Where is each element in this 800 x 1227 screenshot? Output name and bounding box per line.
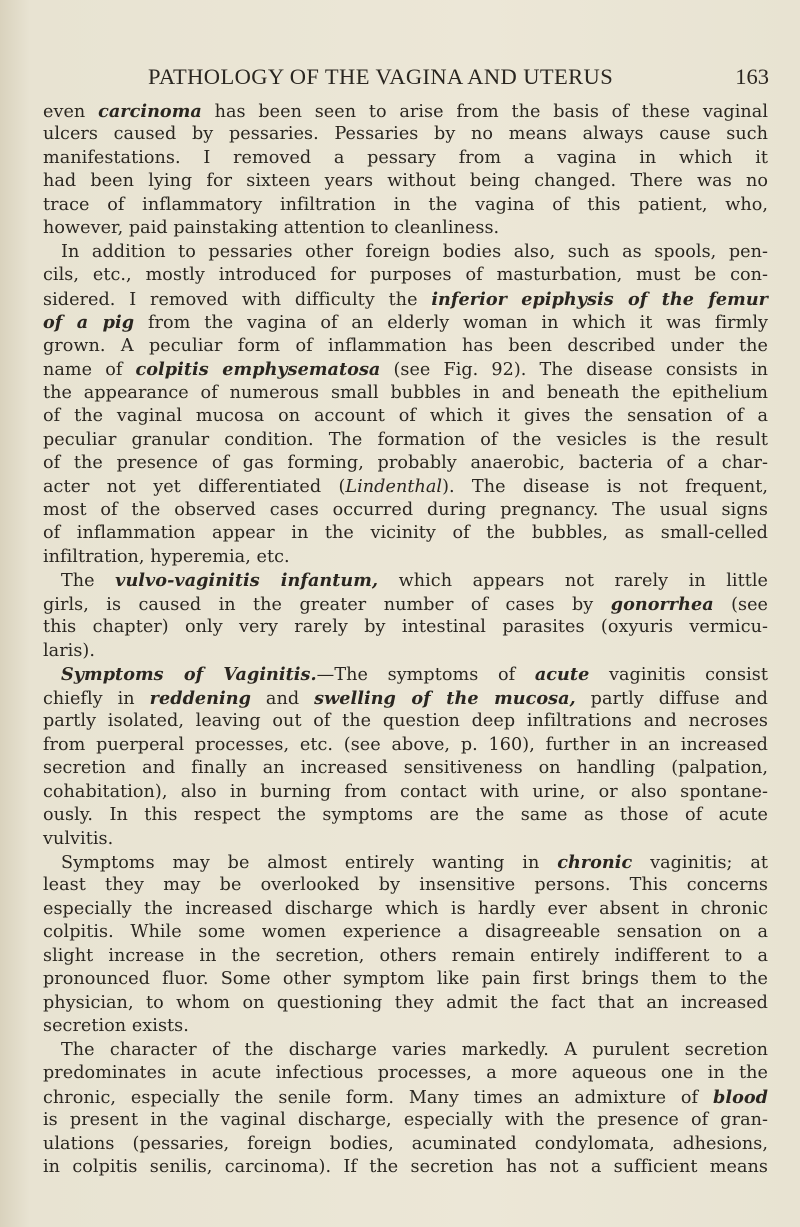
emphasized-term: carcinoma [98,101,202,122]
text-run: most of the observed cases occurred during pregnancy. The usual signs [43,499,768,520]
text-run: cils, etc., mostly introduced for purposes of masturbation, must be con- [43,265,768,286]
text-run: girls, is caused in the greater number of cases by [43,594,611,615]
text-run: is present in the vaginal discharge, especially with the presence of gran- [43,1110,768,1131]
text-line [43,476,768,499]
text-run: even [43,102,99,122]
text-line [43,170,768,193]
text-line [43,874,768,897]
text-run: pronounced fluor. Some other symptom like pain first brings them to the [43,969,768,990]
text-line [43,898,768,921]
text-line [43,1133,768,1156]
text-run: especially the increased discharge which is hardly ever absent in chronic [43,898,768,919]
text-line [43,1086,768,1109]
text-line [43,593,768,616]
text-run: The [61,571,116,592]
text-run: from puerperal processes, etc. (see above, p. 160), further in an increased [43,734,768,755]
text-run: partly isolated, leaving out of the question deep infiltrations and necroses [43,711,768,732]
text-run: has been seen to arise from the basis of these vaginal [201,102,769,122]
emphasized-term: Symptoms of Vaginitis. [61,664,317,686]
text-line [43,452,768,475]
text-run: vaginitis consist [589,665,768,686]
text-line [43,1039,768,1062]
text-line [43,522,768,545]
text-run: the appearance of numerous small bubbles in and beneath the epithelium [43,382,768,403]
text-line [43,147,768,170]
text-line [43,429,768,452]
emphasized-term: Lindenthal [345,476,443,497]
text-run: however, paid painstaking attention to cleanliness. [43,218,500,239]
text-run: secretion and finally an increased sensitiveness on handling (palpation, [43,758,768,779]
text-run: of inflammation appear in the vicinity of the bubbles, as small-celled [43,523,768,544]
text-line [43,640,768,663]
text-run: vaginitis; at [632,853,769,873]
text-line [43,992,768,1015]
text-line [43,968,768,991]
text-line [43,311,768,334]
text-line [43,1062,768,1085]
text-run: ulcers caused by pessaries. Pessaries by no means always cause such [43,124,768,145]
text-run: cohabitation), also in burning from contact with urine, or also spontane- [43,781,768,802]
body-text [43,100,768,1180]
emphasized-term: of a pig [43,312,135,334]
text-line [43,710,768,733]
text-line [43,100,768,123]
text-run: in colpitis senilis, carcinoma). If the secretion has not a sufficient means [43,1157,768,1178]
emphasized-term: gonorrhea [610,593,714,615]
text-line [43,804,768,827]
emphasized-term: acute [534,664,590,686]
text-line [43,616,768,639]
text-run: sidered. I removed with difficulty the [43,289,432,310]
text-line [43,264,768,287]
running-title: PATHOLOGY OF THE VAGINA AND UTERUS [148,64,614,89]
text-line [43,499,768,522]
text-line [43,781,768,804]
emphasized-term: colpitis emphysematosa [135,359,381,381]
text-run: secretion exists. [43,1016,189,1037]
text-line [43,194,768,217]
text-run: which appears not rarely in little [378,571,768,592]
page-number: 163 [735,64,769,89]
text-line [43,663,768,686]
text-run: trace of inflammatory infiltration in the vagina of this patient, who, [43,194,768,215]
text-run: predominates in acute infectious processes, a more aqueous one in the [43,1063,768,1084]
text-line [43,1109,768,1132]
text-run: manifestations. I removed a pessary from a vagina in which it [43,147,768,168]
text-line [43,757,768,780]
text-run: name of [43,360,136,381]
text-line [43,687,768,710]
text-run: ). The disease is not frequent, [442,476,768,497]
text-run: colpitis. While some women experience a disagreeable sensation on a [43,922,768,943]
text-line [43,358,768,381]
text-line [43,217,768,240]
text-run: of the presence of gas forming, probably anaerobic, bacteria of a char- [43,453,768,474]
emphasized-term: blood [712,1086,768,1108]
text-run: partly diffuse and [575,688,768,709]
text-run: (see [713,594,769,615]
text-run: vulvitis. [43,828,114,849]
text-run: infiltration, hyperemia, etc. [43,546,290,567]
text-run: slight increase in the secretion, others remain entirely indifferent to a [43,945,768,966]
text-run: this chapter) only very rarely by intestinal parasites (oxyuris vermicu- [43,617,768,638]
text-run: chronic, especially the senile form. Many times an admixture of [43,1087,713,1108]
text-line [43,851,768,874]
text-run: least they may be overlooked by insensitive persons. This concerns [43,875,768,896]
text-line [43,335,768,358]
text-line [43,123,768,146]
text-run: laris). [43,640,95,661]
text-run: chiefly in [43,688,150,709]
emphasized-term: inferior epiphysis of the femur [431,288,769,310]
text-run: —The symptoms of [316,665,535,686]
text-run: acter not yet differentiated ( [43,476,346,497]
text-run: ulations (pessaries, foreign bodies, acuminated condylomata, adhesions, [43,1133,768,1154]
text-run: of the vaginal mucosa on account of which it gives the sensation of a [43,406,768,427]
text-line [43,828,768,851]
text-run: The character of the discharge varies markedly. A purulent secretion [61,1039,768,1060]
text-line [43,405,768,428]
text-line [43,546,768,569]
emphasized-term: reddening [149,687,251,709]
text-line [43,734,768,757]
text-run: from the vagina of an elderly woman in which it was firmly [134,313,768,334]
emphasized-term: vulvo-vaginitis infantum, [115,570,379,592]
text-run: grown. A peculiar form of inflammation has been described under the [43,335,768,356]
text-line [43,945,768,968]
text-line [43,921,768,944]
text-line [43,1015,768,1038]
text-run: Symptoms may be almost entirely wanting in [61,853,558,873]
text-line [43,382,768,405]
text-line [43,288,768,311]
emphasized-term: chronic [557,852,633,873]
text-run: and [250,688,315,709]
text-run: (see Fig. 92). The disease consists in [380,360,768,381]
text-run: physician, to whom on questioning they admit the fact that an increased [43,992,768,1013]
text-run: ously. In this respect the symptoms are the same as those of acute [43,805,768,826]
text-run: had been lying for sixteen years without being changed. There was no [43,171,768,192]
text-line [43,241,768,264]
emphasized-term: swelling of the mucosa, [314,687,576,709]
running-header [0,64,800,94]
text-run: peculiar granular condition. The formation of the vesicles is the result [43,429,768,450]
text-line [43,569,768,592]
text-run: In addition to pessaries other foreign bodies also, such as spools, pen- [61,241,768,262]
text-line [43,1156,768,1179]
